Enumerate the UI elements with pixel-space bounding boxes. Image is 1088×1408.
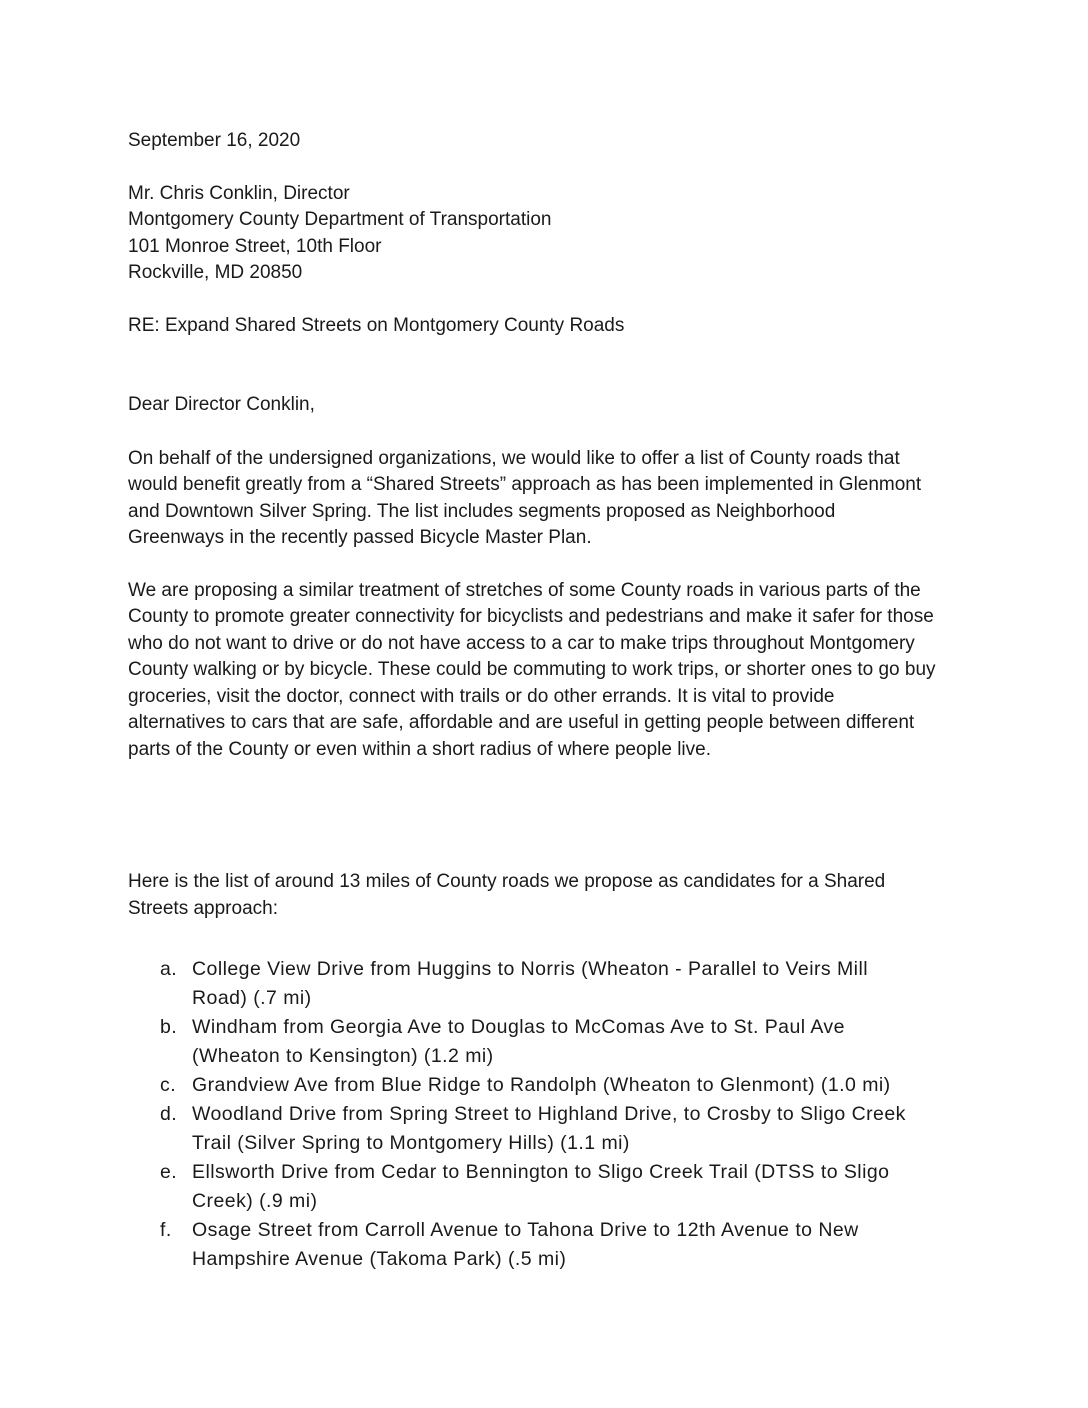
list-item-line: (Wheaton to Kensington) (1.2 mi)	[192, 1045, 494, 1067]
paragraph-line: County walking or by bicycle. These could be commuting to work trips, or shorter ones to go buy	[128, 659, 936, 680]
paragraph-line: Streets approach:	[128, 897, 278, 919]
paragraph-line: Greenways in the recently passed Bicycle Master Plan.	[128, 527, 592, 548]
letter-date: September 16, 2020	[128, 130, 301, 151]
list-item	[128, 955, 968, 1013]
paragraph-line: parts of the County or even within a short radius of where people live.	[128, 738, 711, 760]
list-item-line: Road) (.7 mi)	[192, 987, 312, 1009]
recipient-line: 101 Monroe Street, 10th Floor	[128, 235, 382, 257]
paragraph-proposal	[128, 578, 968, 764]
list-item-line: College View Drive from Huggins to Norris (Wheaton - Parallel to Veirs Mill	[192, 958, 869, 980]
list-item-line: Osage Street from Carroll Avenue to Tahona Drive to 12th Avenue to New	[192, 1219, 859, 1241]
paragraph-line: We are proposing a similar treatment of stretches of some County roads in various parts of the	[128, 579, 921, 601]
recipient-line: Rockville, MD 20850	[128, 262, 303, 283]
list-marker: a.	[160, 958, 178, 980]
list-marker: f.	[160, 1219, 172, 1241]
list-marker: b.	[160, 1016, 178, 1038]
recipient-line: Mr. Chris Conklin, Director	[128, 182, 350, 204]
list-item	[128, 1158, 968, 1216]
list-item-line: Trail (Silver Spring to Montgomery Hills) (1.1 mi)	[192, 1132, 630, 1154]
list-item-line: Grandview Ave from Blue Ridge to Randolph (Wheaton to Glenmont) (1.0 mi)	[192, 1074, 891, 1096]
list-item	[128, 1013, 968, 1071]
recipient-address	[128, 181, 968, 287]
list-item	[128, 1071, 968, 1100]
paragraph-intro	[128, 446, 968, 552]
letter-page	[128, 128, 968, 1290]
list-item-line: Windham from Georgia Ave to Douglas to McComas Ave to St. Paul Ave	[192, 1016, 845, 1038]
paragraph-line: Here is the list of around 13 miles of County roads we propose as candidates for a Shared	[128, 871, 886, 892]
list-item	[128, 1216, 968, 1274]
list-item	[128, 1100, 968, 1158]
list-marker: e.	[160, 1161, 178, 1183]
paragraph-line: who do not want to drive or do not have access to a car to make trips throughout Montgomery	[128, 632, 915, 654]
paragraph-line: alternatives to cars that are safe, affordable and are useful in getting people between different	[128, 712, 915, 733]
roads-list	[128, 955, 968, 1274]
list-item-line: Ellsworth Drive from Cedar to Bennington to Sligo Creek Trail (DTSS to Sligo	[192, 1161, 890, 1183]
paragraph-list-intro	[128, 869, 968, 922]
paragraph-line: groceries, visit the doctor, connect with trails or do other errands. It is vital to provide	[128, 685, 835, 707]
paragraph-line: County to promote greater connectivity for bicyclists and pedestrians and make it safer for those	[128, 606, 934, 627]
paragraph-line: On behalf of the undersigned organizations, we would like to offer a list of County roads that	[128, 447, 900, 469]
subject-line: RE: Expand Shared Streets on Montgomery County Roads	[128, 314, 625, 336]
list-marker: d.	[160, 1103, 178, 1125]
list-item-line: Creek) (.9 mi)	[192, 1190, 318, 1212]
list-item-line: Hampshire Avenue (Takoma Park) (.5 mi)	[192, 1248, 567, 1270]
salutation: Dear Director Conklin,	[128, 394, 315, 415]
paragraph-line: and Downtown Silver Spring. The list includes segments proposed as Neighborhood	[128, 500, 836, 522]
list-item-line: Woodland Drive from Spring Street to Highland Drive, to Crosby to Sligo Creek	[192, 1103, 906, 1125]
recipient-line: Montgomery County Department of Transportation	[128, 209, 552, 230]
paragraph-line: would benefit greatly from a “Shared Streets” approach as has been implemented in Glenmont	[128, 474, 922, 495]
list-marker: c.	[160, 1074, 177, 1096]
